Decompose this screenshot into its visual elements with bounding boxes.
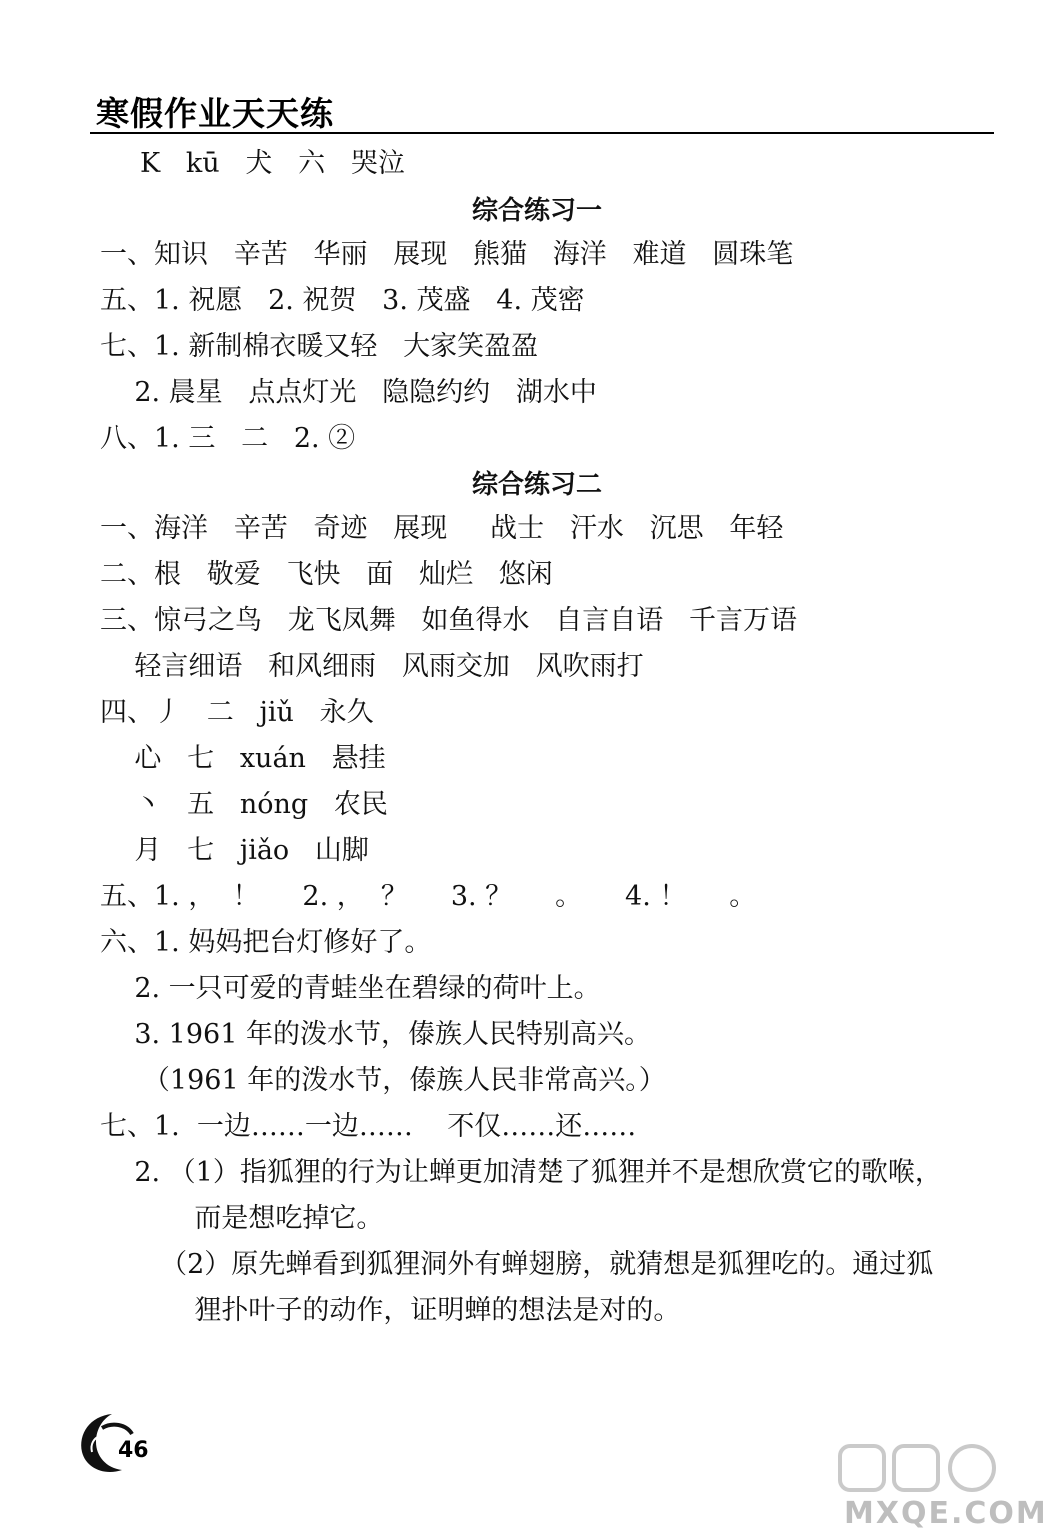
header-rule — [90, 132, 994, 134]
answer-line: 七、1. 新制棉衣暖又轻 大家笑盈盈 — [100, 331, 539, 362]
answer-line: 五、1. ， ！ 2. ， ？ 3. ？ 。 4. ！ 。 — [100, 881, 757, 912]
answer-line: 2. 一只可爱的青蛙坐在碧绿的荷叶上。 — [100, 973, 601, 1004]
answer-line: 丶 五 nóng 农民 — [100, 789, 388, 820]
answer-line: （2）原先蝉看到狐狸洞外有蝉翅膀，就猜想是狐狸吃的。通过狐 — [100, 1249, 934, 1280]
answer-line: 六、1. 妈妈把台灯修好了。 — [100, 927, 432, 958]
answer-line: （1961 年的泼水节，傣族人民非常高兴。） — [100, 1065, 666, 1096]
answer-line: 一、海洋 辛苦 奇迹 展现 战士 汗水 沉思 年轻 — [100, 513, 784, 544]
answer-line: 一、知识 辛苦 华丽 展现 熊猫 海洋 难道 圆珠笔 — [100, 239, 794, 270]
answer-line: 轻言细语 和风细雨 风雨交加 风吹雨打 — [100, 651, 644, 682]
answer-line: 五、1. 祝愿 2. 祝贺 3. 茂盛 4. 茂密 — [100, 285, 585, 316]
answer-line: 而是想吃掉它。 — [100, 1203, 384, 1234]
answer-line: 三、惊弓之鸟 龙飞凤舞 如鱼得水 自言自语 千言万语 — [100, 605, 797, 636]
section-title-2: 综合练习二 — [472, 470, 603, 500]
answer-line: 3. 1961 年的泼水节，傣族人民特别高兴。 — [100, 1019, 651, 1050]
answer-line: K kū 犬 六 哭泣 — [140, 148, 405, 179]
answer-line: 八、1. 三 二 2. ② — [100, 423, 356, 454]
answer-line: 四、丿 二 jiǔ 永久 — [100, 697, 374, 728]
page-number: 46 — [118, 1438, 149, 1463]
header-title: 寒假作业天天练 — [96, 94, 334, 133]
watermark-text: MXQE.COM — [844, 1496, 1048, 1531]
answer-line: 心 七 xuán 悬挂 — [100, 743, 386, 774]
answer-line: 2. 晨星 点点灯光 隐隐约约 湖水中 — [100, 377, 597, 408]
answer-line: 2. （1）指狐狸的行为让蝉更加清楚了狐狸并不是想欣赏它的歌喉， — [100, 1157, 942, 1188]
section-title-1: 综合练习一 — [472, 196, 603, 226]
answer-line: 七、1. 一边……一边…… 不仅……还…… — [100, 1111, 637, 1142]
answer-line: 狸扑叶子的动作，证明蝉的想法是对的。 — [100, 1295, 681, 1326]
answer-line: 月 七 jiǎo 山脚 — [100, 835, 369, 866]
answer-line: 二、根 敬爱 飞快 面 灿烂 悠闲 — [100, 559, 553, 590]
